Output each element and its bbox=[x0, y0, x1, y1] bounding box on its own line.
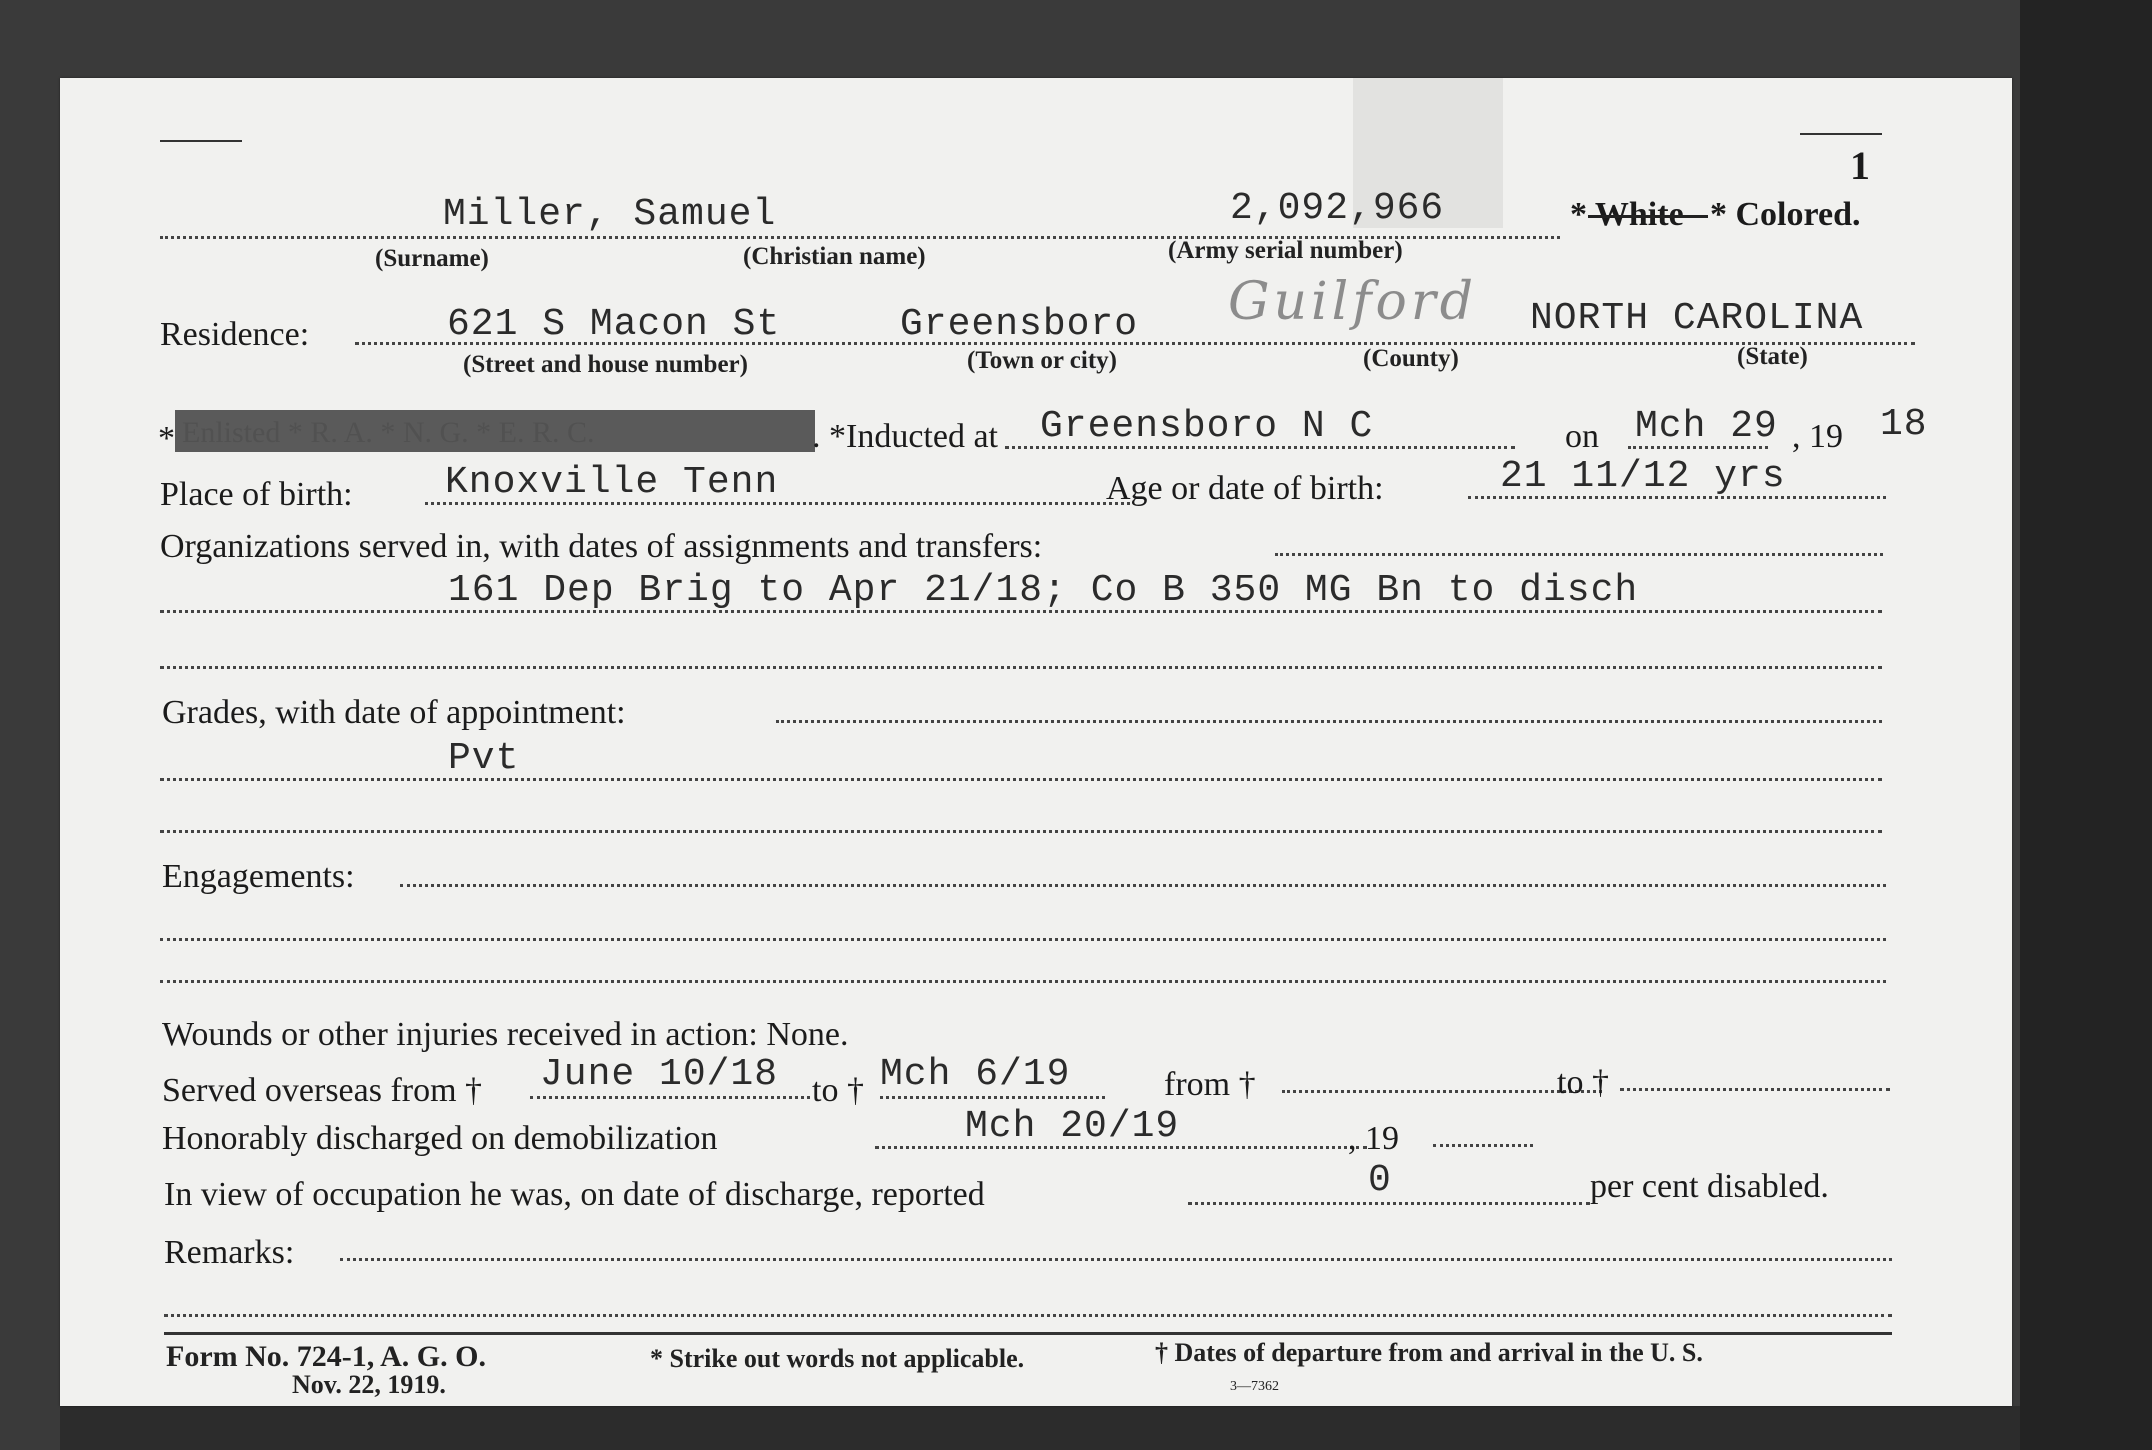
to-dagger-label-2: to † bbox=[1557, 1064, 1609, 1101]
street-caption: (Street and house number) bbox=[463, 351, 748, 378]
top-right-rule bbox=[1800, 133, 1882, 135]
year-prefix: , 19 bbox=[1792, 418, 1843, 455]
per-cent-disabled-label: per cent disabled. bbox=[1590, 1168, 1829, 1205]
discharge-date: Mch 20/19 bbox=[965, 1105, 1180, 1148]
enlisted-struck-text: Enlisted * R. A. * N. G. * E. R. C. bbox=[182, 416, 595, 449]
christian-name-caption: (Christian name) bbox=[743, 243, 926, 270]
grades-line-1 bbox=[776, 720, 1882, 723]
service-card bbox=[60, 78, 2012, 1406]
age-value: 21 11/12 yrs bbox=[1500, 455, 1786, 498]
overseas-to-line bbox=[880, 1096, 1105, 1099]
inducted-at-label: . *Inducted at bbox=[812, 418, 998, 455]
organizations-value: 161 Dep Brig to Apr 21/18; Co B 350 MG Bn to disch bbox=[448, 569, 1639, 612]
dates-note: † Dates of departure from and arrival in the U. S. bbox=[1155, 1338, 1703, 1367]
serial-caption: (Army serial number) bbox=[1168, 237, 1403, 264]
colored-label: * Colored. bbox=[1710, 196, 1861, 233]
white-label: * White bbox=[1570, 196, 1684, 233]
footer-rule bbox=[164, 1332, 1892, 1335]
card-number: 1 bbox=[1850, 143, 1870, 188]
engagements-line-1 bbox=[400, 884, 1886, 887]
inducted-place: Greensboro N C bbox=[1040, 405, 1374, 448]
county-caption: (County) bbox=[1363, 345, 1459, 372]
surname-given-name: Miller, Samuel bbox=[443, 193, 777, 236]
surname-caption: (Surname) bbox=[375, 245, 489, 272]
honorably-discharged-label: Honorably discharged on demobilization bbox=[162, 1120, 718, 1157]
residence-label: Residence: bbox=[160, 316, 310, 353]
wounds-label: Wounds or other injuries received in action: None. bbox=[162, 1016, 849, 1053]
remarks-line-2 bbox=[164, 1314, 1892, 1317]
discharge-year-prefix: , 19 bbox=[1348, 1120, 1399, 1157]
grades-label: Grades, with date of appointment: bbox=[162, 694, 626, 731]
serial-number: 2,092,966 bbox=[1230, 187, 1445, 230]
disability-percent: 0 bbox=[1368, 1159, 1392, 1202]
strike-out-note: * Strike out words not applicable. bbox=[650, 1344, 1025, 1373]
remarks-label: Remarks: bbox=[164, 1234, 295, 1271]
occupation-label: In view of occupation he was, on date of discharge, reported bbox=[164, 1176, 985, 1213]
on-label: on bbox=[1565, 418, 1599, 455]
discharge-year-line bbox=[1433, 1144, 1533, 1147]
engagements-label: Engagements: bbox=[162, 858, 355, 895]
background-bottom bbox=[60, 1406, 2020, 1450]
inducted-date: Mch 29 bbox=[1635, 405, 1778, 448]
to-dagger-label: to † bbox=[812, 1072, 864, 1109]
grade-value: Pvt bbox=[448, 737, 520, 780]
top-left-rule bbox=[160, 140, 242, 142]
background-edge bbox=[2020, 0, 2152, 1450]
overseas-to-date: Mch 6/19 bbox=[880, 1053, 1071, 1096]
organizations-line-1 bbox=[1275, 553, 1883, 556]
disability-line bbox=[1188, 1202, 1590, 1205]
engagements-line-3 bbox=[160, 980, 1886, 983]
town-caption: (Town or city) bbox=[967, 347, 1117, 374]
age-label: Age or date of birth: bbox=[1106, 470, 1384, 507]
white-strikeout bbox=[1588, 215, 1708, 218]
inducted-year: 18 bbox=[1880, 403, 1928, 446]
engagements-line-2 bbox=[160, 938, 1886, 941]
organizations-label: Organizations served in, with dates of assignments and transfers: bbox=[160, 528, 1043, 565]
town-city: Greensboro bbox=[900, 303, 1139, 346]
served-overseas-label: Served overseas from † bbox=[162, 1072, 483, 1109]
grades-line-3 bbox=[160, 830, 1882, 833]
form-number: Form No. 724-1, A. G. O. bbox=[166, 1340, 486, 1373]
overseas-from-line bbox=[530, 1096, 810, 1099]
remarks-line-1 bbox=[340, 1258, 1892, 1261]
street-address: 621 S Macon St bbox=[447, 303, 781, 346]
asterisk-mark: * bbox=[158, 420, 175, 457]
second-from-line bbox=[1282, 1090, 1602, 1093]
overseas-from-date: June 10/18 bbox=[540, 1053, 779, 1096]
state-caption: (State) bbox=[1737, 343, 1808, 370]
organizations-line-3 bbox=[160, 666, 1882, 669]
county-handwritten: Guilford bbox=[1228, 272, 1477, 332]
birth-place: Knoxville Tenn bbox=[445, 461, 779, 504]
state: NORTH CAROLINA bbox=[1530, 297, 1864, 340]
birth-place-label: Place of birth: bbox=[160, 476, 353, 513]
from-dagger-label: from † bbox=[1164, 1066, 1256, 1103]
second-to-line bbox=[1620, 1088, 1890, 1091]
print-code: 3—7362 bbox=[1230, 1379, 1279, 1394]
form-date: Nov. 22, 1919. bbox=[292, 1370, 446, 1399]
grades-line-2 bbox=[160, 778, 1882, 781]
